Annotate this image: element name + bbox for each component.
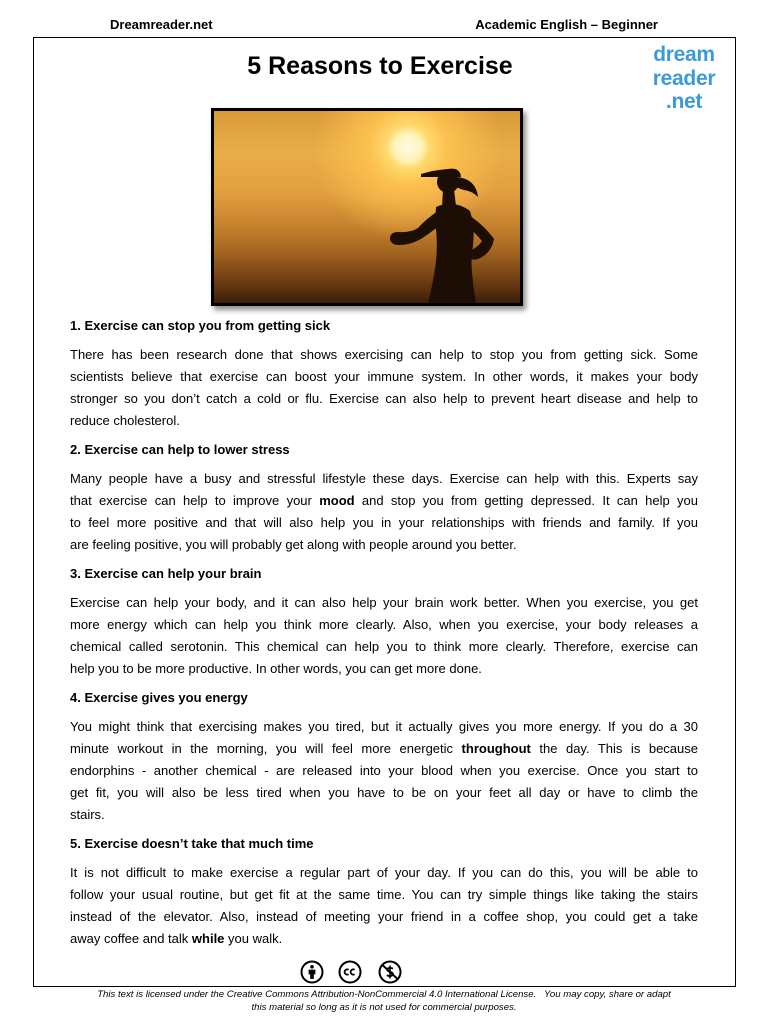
text-run: You might think that exercising makes you tired, but it actually gives you more energy. If you do a 30 (70, 719, 698, 734)
paragraph-line (70, 344, 698, 366)
paragraph-line (70, 366, 698, 388)
paragraph-line (70, 592, 698, 614)
section-heading: 5. Exercise doesn’t take that much time (70, 836, 314, 851)
text-run: to feel more positive and that will also help you in your relationships with friends and family. If you (70, 515, 698, 530)
page-title: 5 Reasons to Exercise (247, 52, 513, 80)
paragraph-line (70, 534, 698, 556)
paragraph-line (70, 804, 698, 826)
text-run: that exercise can help to improve your (70, 493, 320, 508)
text-run: Many people have a busy and stressful lifestyle these days. Exercise can help with this. Experts say (70, 471, 698, 486)
attribution-icon (300, 960, 324, 984)
text-run: more energy which can help you think more clearly. Also, when you exercise, your body releases a (70, 617, 698, 632)
course-level: Academic English – Beginner (475, 17, 658, 32)
section-paragraph (70, 592, 698, 680)
section-paragraph (70, 716, 698, 826)
text-run: help you to be more productive. In other words, you can get more done. (70, 661, 482, 676)
license-text: this material so long as it is not used for commercial purposes. (251, 1002, 517, 1013)
paragraph-line (70, 760, 698, 782)
paragraph-line (70, 410, 698, 432)
text-run: instead of the elevator. Also, instead of meeting your friend in a coffee shop, you could get a take (70, 909, 698, 924)
text-run: chemical called serotonin. This chemical can help you to think more clearly. Therefore, exercise can (70, 639, 698, 654)
article-body (70, 315, 698, 957)
license-icons (298, 960, 408, 984)
site-name: Dreamreader.net (110, 17, 213, 32)
bold-word: throughout (461, 741, 531, 756)
paragraph-line (70, 468, 698, 490)
runner-sunset-photo (211, 108, 523, 306)
text-run: follow your usual routine, but get fit at the same time. You can try simple things like taking the stairs (70, 887, 698, 902)
paragraph-line (70, 512, 698, 534)
logo-line: dream (653, 43, 715, 66)
paragraph-line (70, 782, 698, 804)
logo-line: reader (652, 66, 716, 90)
text-run: and stop you from getting depressed. It can help you (354, 493, 698, 508)
section-heading: 1. Exercise can stop you from getting sick (70, 318, 331, 333)
text-run: get fit, you will also be less tired when you have to be on your feet all day or have to climb the (70, 785, 698, 800)
text-run: Exercise can help your body, and it can also help your brain work better. When you exercise, you get (70, 595, 698, 610)
paragraph-line (70, 636, 698, 658)
paragraph-line (70, 884, 698, 906)
section-heading: 2. Exercise can help to lower stress (70, 442, 290, 457)
text-run: you walk. (224, 931, 283, 946)
text-run: endorphins - another chemical - are released into your blood when you exercise. Once you start to (70, 763, 698, 778)
paragraph-line (70, 490, 698, 512)
text-run: stronger so you don’t catch a cold or flu. Exercise can also help to prevent heart disease and help to (70, 391, 698, 406)
cc-icon (338, 960, 362, 984)
dreamreader-logo (628, 43, 740, 114)
text-run: the day. This is because (530, 741, 698, 756)
paragraph-line (70, 928, 698, 950)
paragraph-line (70, 388, 698, 410)
section-paragraph (70, 862, 698, 950)
text-run: scientists believe that exercise can boost your immune system. In other words, it makes your body (70, 369, 698, 384)
paragraph-line (70, 906, 698, 928)
text-run: are feeling positive, you will probably get along with people around you better. (70, 537, 517, 552)
bold-word: while (191, 931, 225, 946)
noncommercial-icon (378, 960, 402, 984)
paragraph-line (70, 862, 698, 884)
bold-word: mood (319, 493, 355, 508)
paragraph-line (70, 614, 698, 636)
paragraph-line (70, 738, 698, 760)
runner-silhouette-icon (214, 111, 520, 303)
section-heading: 3. Exercise can help your brain (70, 566, 262, 581)
text-run: minute workout in the morning, you will feel more energetic (70, 741, 462, 756)
text-run: reduce cholesterol. (70, 413, 180, 428)
section-paragraph (70, 468, 698, 556)
section-heading: 4. Exercise gives you energy (70, 690, 248, 705)
text-run: It is not difficult to make exercise a regular part of your day. If you can do this, you will be able to (70, 865, 698, 880)
text-run: away coffee and talk (70, 931, 192, 946)
logo-line: .net (665, 90, 703, 113)
paragraph-line (70, 716, 698, 738)
text-run: There has been research done that shows exercising can help to stop you from getting sick. Some (70, 347, 698, 362)
paragraph-line (70, 658, 698, 680)
license-text: This text is licensed under the Creative Commons Attribution-NonCommercial 4.0 International License. You may copy, share or adapt (97, 989, 671, 1000)
section-paragraph (70, 344, 698, 432)
text-run: stairs. (70, 807, 105, 822)
